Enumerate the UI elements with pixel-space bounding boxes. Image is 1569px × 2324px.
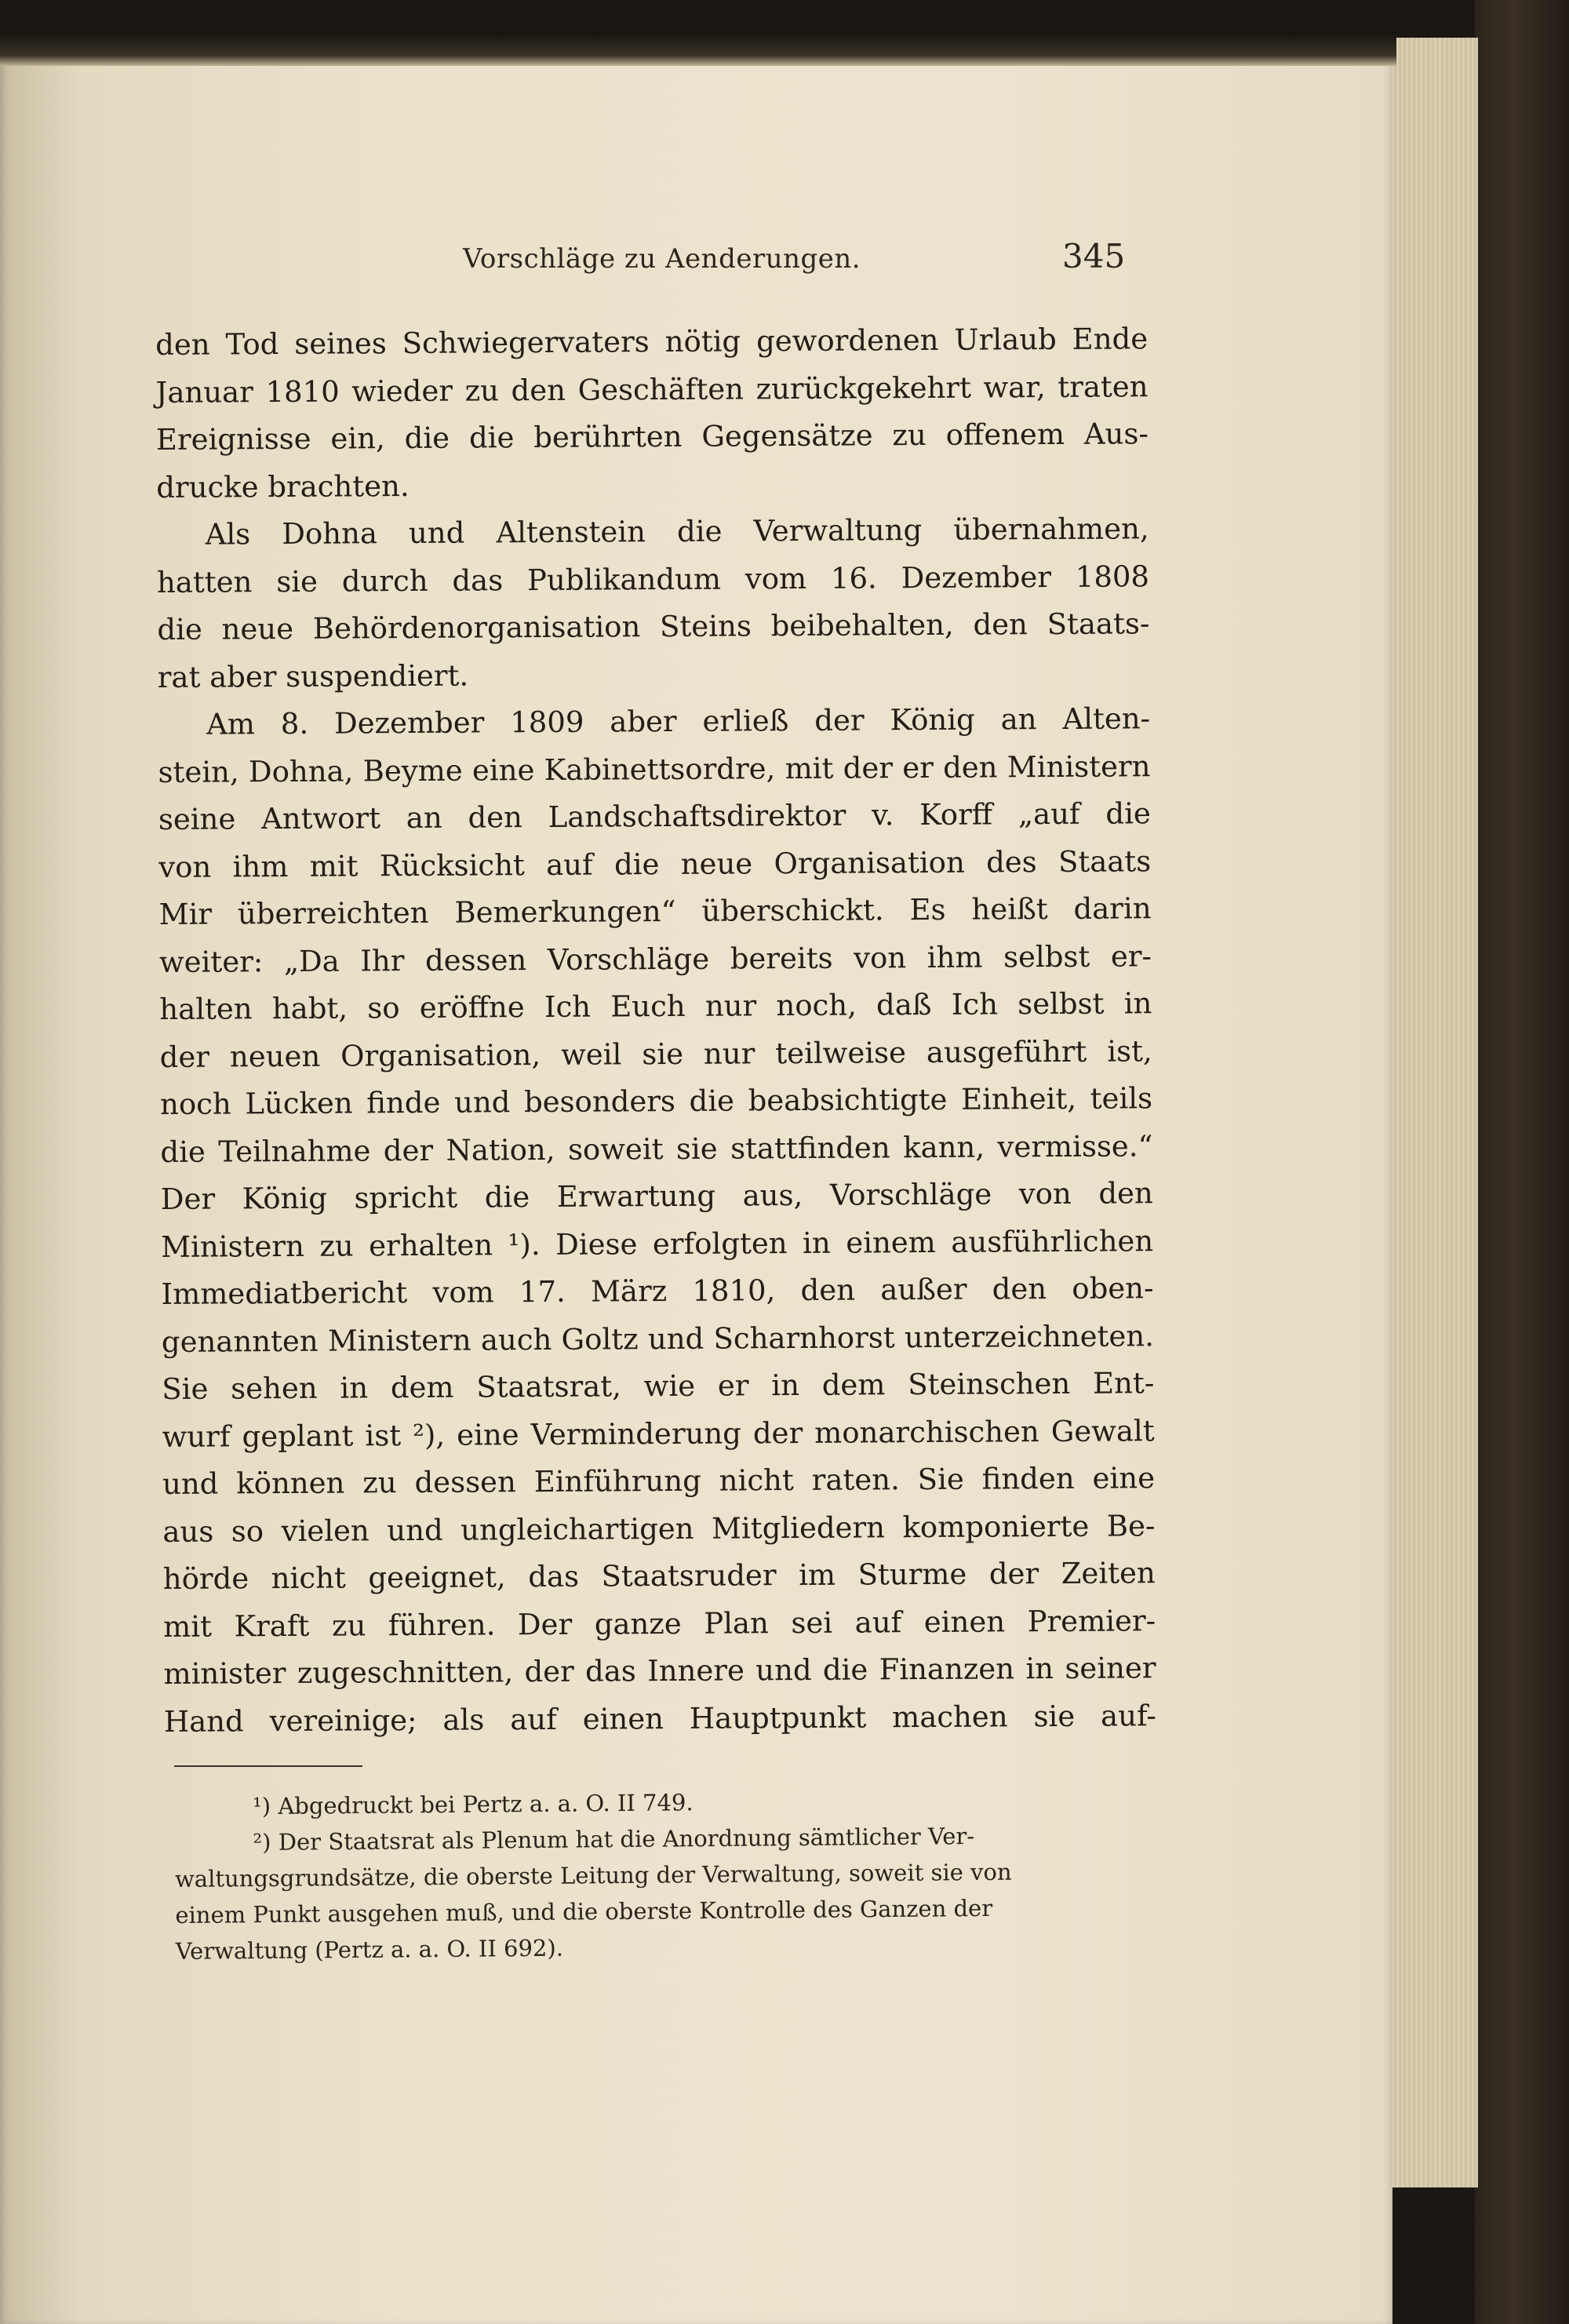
text-line: der neuen Organisation, weil sie nur teilweise ausgeführt ist, <box>159 1033 1152 1074</box>
running-title: Vorschläge zu Aenderungen. <box>463 243 861 275</box>
top-shadow <box>0 31 1396 66</box>
text-line: halten habt, so eröffne Ich Euch nur noch, daß Ich selbst in <box>159 986 1152 1026</box>
text-line: die Teilnahme der Nation, soweit sie stattfinden kann, vermisse.“ <box>160 1128 1153 1169</box>
page-header <box>0 212 1392 275</box>
page-number: 345 <box>1062 237 1126 275</box>
text-line: stein, Dohna, Beyme eine Kabinettsordre, mit der er den Ministern <box>158 749 1151 789</box>
text-line: rat aber suspendiert. <box>157 658 469 694</box>
text-line: Am 8. Dezember 1809 aber erließ der König an Alten- <box>206 701 1151 741</box>
body-text <box>155 315 1156 1746</box>
footnote-line: ²) Der Staatsrat als Plenum hat die Anordnung sämtlicher Ver- <box>253 1823 975 1856</box>
text-line: Sie sehen in dem Staatsrat, wie er in dem Steinschen Ent- <box>162 1366 1155 1406</box>
page-block-edge <box>1382 38 1478 2187</box>
text-line: von ihm mit Rücksicht auf die neue Organisation des Staats <box>158 843 1152 884</box>
text-line: weiter: „Da Ihr dessen Vorschläge bereits von ihm selbst er- <box>158 938 1152 979</box>
text-line: den Tod seines Schwiegervaters nötig gewordenen Urlaub Ende <box>155 322 1149 362</box>
footnotes <box>174 1780 1155 1969</box>
footnote-line: waltungsgrundsätze, die oberste Leitung der Verwaltung, soweit sie von <box>174 1858 1012 1892</box>
book-binding <box>1475 0 1569 2324</box>
text-line: Als Dohna und Altenstein die Verwaltung übernahmen, <box>205 512 1149 552</box>
text-line: Ministern zu erhalten ¹). Diese erfolgten in einem ausführlichen <box>161 1223 1154 1264</box>
text-line: seine Antwort an den Landschaftsdirektor v. Korff „auf die <box>158 796 1151 836</box>
footnote-line: einem Punkt ausgehen muß, und die oberste Kontrolle des Ganzen der <box>175 1894 993 1929</box>
page <box>0 31 1392 2324</box>
text-line: hatten sie durch das Publikandum vom 16. Dezember 1808 <box>156 559 1150 599</box>
text-line: noch Lücken finde und besonders die beabsichtigte Einheit, teils <box>159 1081 1153 1121</box>
text-line: wurf geplant ist ²), eine Verminderung der monarchischen Gewalt <box>162 1413 1155 1454</box>
text-line: Ereignisse ein, die die berührten Gegensätze zu offenem Aus- <box>155 417 1149 457</box>
text-line: drucke brachten. <box>156 468 410 505</box>
text-line: hörde nicht geeignet, das Staatsruder im Sturme der Zeiten <box>162 1556 1156 1596</box>
text-line: mit Kraft zu führen. Der ganze Plan sei auf einen Premier- <box>163 1603 1156 1644</box>
footnote-line: ¹) Abgedruckt bei Pertz a. a. O. II 749. <box>253 1789 693 1820</box>
text-line: Hand vereinige; als auf einen Hauptpunkt machen sie auf- <box>163 1698 1157 1739</box>
text-line: aus so vielen und ungleichartigen Mitgliedern komponierte Be- <box>162 1508 1156 1549</box>
footnote-line: Verwaltung (Pertz a. a. O. II 692). <box>175 1934 564 1965</box>
text-line: die neue Behördenorganisation Steins beibehalten, den Staats- <box>157 606 1150 647</box>
text-line: genannten Ministern auch Goltz und Scharnhorst unterzeichneten. <box>161 1318 1155 1359</box>
text-line: Januar 1810 wieder zu den Geschäften zurückgekehrt war, traten <box>155 369 1149 410</box>
text-line: minister zugeschnitten, der das Innere und die Finanzen in seiner <box>163 1651 1156 1691</box>
text-line: Immediatbericht vom 17. März 1810, den außer den oben- <box>161 1271 1154 1311</box>
text-line: und können zu dessen Einführung nicht raten. Sie finden eine <box>162 1461 1156 1501</box>
text-line: Der König spricht die Erwartung aus, Vorschläge von den <box>160 1176 1153 1216</box>
text-line: Mir überreichten Bemerkungen“ überschickt. Es heißt darin <box>158 891 1152 931</box>
footnote-divider <box>174 1765 362 1767</box>
